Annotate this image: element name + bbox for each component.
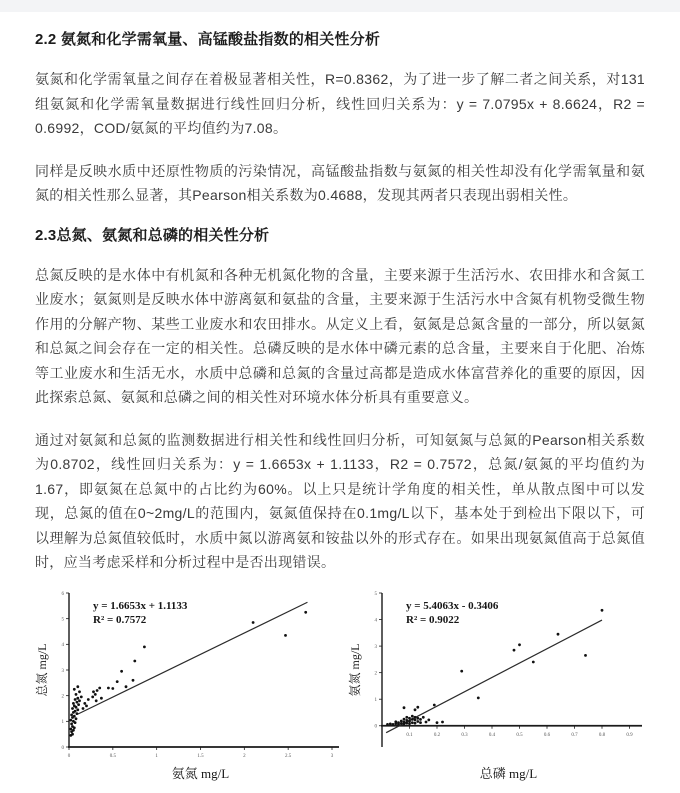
chart-svg <box>35 587 342 785</box>
svg-text:0.2: 0.2 <box>433 732 441 738</box>
paragraph-permanganate-correlation: 同样是反映水质中还原性物质的污染情况，高锰酸盐指数与氨氮的相关性却没有化学需氧量和氨氮的相关性那么显著，其Pearson相关系数为0.4688，发现其两者只表现出弱相关性。 <box>35 162 645 203</box>
svg-text:3: 3 <box>330 753 334 759</box>
paragraph-nh3-cod-correlation: 氨氮和化学需氧量之间存在着极显著相关性，R=0.8362，为了进一步了解二者之间关系，对131组氨氮和化学需氧量数据进行线性回归分析，线性回归关系为：y = 7.0795x + 8.6624，R2 = 0.6992，COD/氨氮的平均值约为7.08。 <box>35 71 645 136</box>
article-content <box>0 28 680 785</box>
chart-svg <box>348 587 645 785</box>
svg-text:0.6: 0.6 <box>543 732 551 738</box>
page-top-strip <box>0 0 680 12</box>
scatter-plot-ammonia-vs-total-phosphorus <box>348 587 645 785</box>
svg-text:1: 1 <box>61 719 64 725</box>
svg-text:0.5: 0.5 <box>109 753 116 759</box>
svg-text:0.1: 0.1 <box>406 732 413 738</box>
section-heading-2-3: 2.3总氮、氨氮和总磷的相关性分析 <box>35 226 270 244</box>
svg-text:4: 4 <box>374 617 377 623</box>
svg-text:0: 0 <box>374 724 377 730</box>
x-axis-title: 氨氮 mg/L <box>171 765 230 781</box>
scatter-plot-total-nitrogen-vs-ammonia <box>35 587 342 785</box>
svg-text:6: 6 <box>61 591 64 597</box>
y-axis-title: 总氮 mg/L <box>35 643 49 696</box>
r-squared-label: R² = 0.7572 <box>93 613 147 626</box>
svg-text:2: 2 <box>374 670 377 676</box>
svg-text:0: 0 <box>67 753 71 759</box>
paragraph-tn-nh3-regression: 通过对氨氮和总氮的监测数据进行相关性和线性回归分析，可知氨氮与总氮的Pearson相关系数为0.8702，线性回归关系为：y = 1.6653x + 1.1133，R2 = 0.7572，总氮/氨氮的平均值约为1.67，即氨氮在总氮中的占比约为60%。以上只是统计学角度的相关性，单从散点图中可以发现，总氮的值在0~2mg/L的范围内，氨氮值保持在0.1mg/L以下，基本处于到检出下限以下，可以理解为总氮值较低时，水质中氮以游离氨和铵盐以外的形式存在。如果出现氨氮值高于总氮值时，应当考虑采样和分析过程中是否出现错误。 <box>35 431 645 570</box>
trend-line <box>386 620 602 733</box>
equation-label: y = 5.4063x - 0.3406 <box>406 599 499 612</box>
svg-text:2: 2 <box>61 693 64 699</box>
figures-row <box>35 587 645 785</box>
svg-text:2.5: 2.5 <box>285 753 292 759</box>
svg-text:1.5: 1.5 <box>197 753 204 759</box>
equation-label: y = 1.6653x + 1.1133 <box>93 599 188 612</box>
x-axis-title: 总磷 mg/L <box>479 765 538 781</box>
svg-text:0.4: 0.4 <box>488 732 496 738</box>
svg-text:5: 5 <box>374 591 377 597</box>
svg-text:1: 1 <box>155 753 158 759</box>
svg-text:0.7: 0.7 <box>571 732 578 738</box>
section-heading-2-2: 2.2 氨氮和化学需氧量、高锰酸盐指数的相关性分析 <box>35 31 381 48</box>
paragraph-tn-nh3-tp-definition: 总氮反映的是水体中有机氮和各种无机氮化物的含量，主要来源于生活污水、农田排水和含氮工业废水；氨氮则是反映水体中游离氨和氨盐的含量，主要来源于生活污水中含氮有机物受微生物作用的分解产物、某些工业废水和农田排水。从定义上看，氨氮是总氮含量的一部分，所以氨氮和总氮之间会存在一定的相关性。总磷反映的是水体中磷元素的总含量，主要来自于化肥、冶炼等工业废水和生活无水，水质中总磷和总氮的含量过高都是造成水体富营养化的重要的原因，因此探索总氮、氨氮和总磷之间的相关性对环境水体分析具有重要意义。 <box>35 266 645 405</box>
svg-text:3: 3 <box>61 668 64 674</box>
y-axis-title: 氨氮 mg/L <box>348 643 362 696</box>
svg-text:5: 5 <box>61 616 64 622</box>
svg-text:0.5: 0.5 <box>516 732 523 738</box>
svg-text:3: 3 <box>374 644 377 650</box>
r-squared-label: R² = 0.9022 <box>406 613 460 626</box>
svg-text:1: 1 <box>374 697 377 703</box>
svg-text:4: 4 <box>61 642 64 648</box>
svg-text:0.9: 0.9 <box>626 732 633 738</box>
svg-text:0.3: 0.3 <box>461 732 468 738</box>
svg-text:0.8: 0.8 <box>598 732 606 738</box>
svg-text:2: 2 <box>243 753 246 759</box>
svg-text:0: 0 <box>61 745 64 751</box>
